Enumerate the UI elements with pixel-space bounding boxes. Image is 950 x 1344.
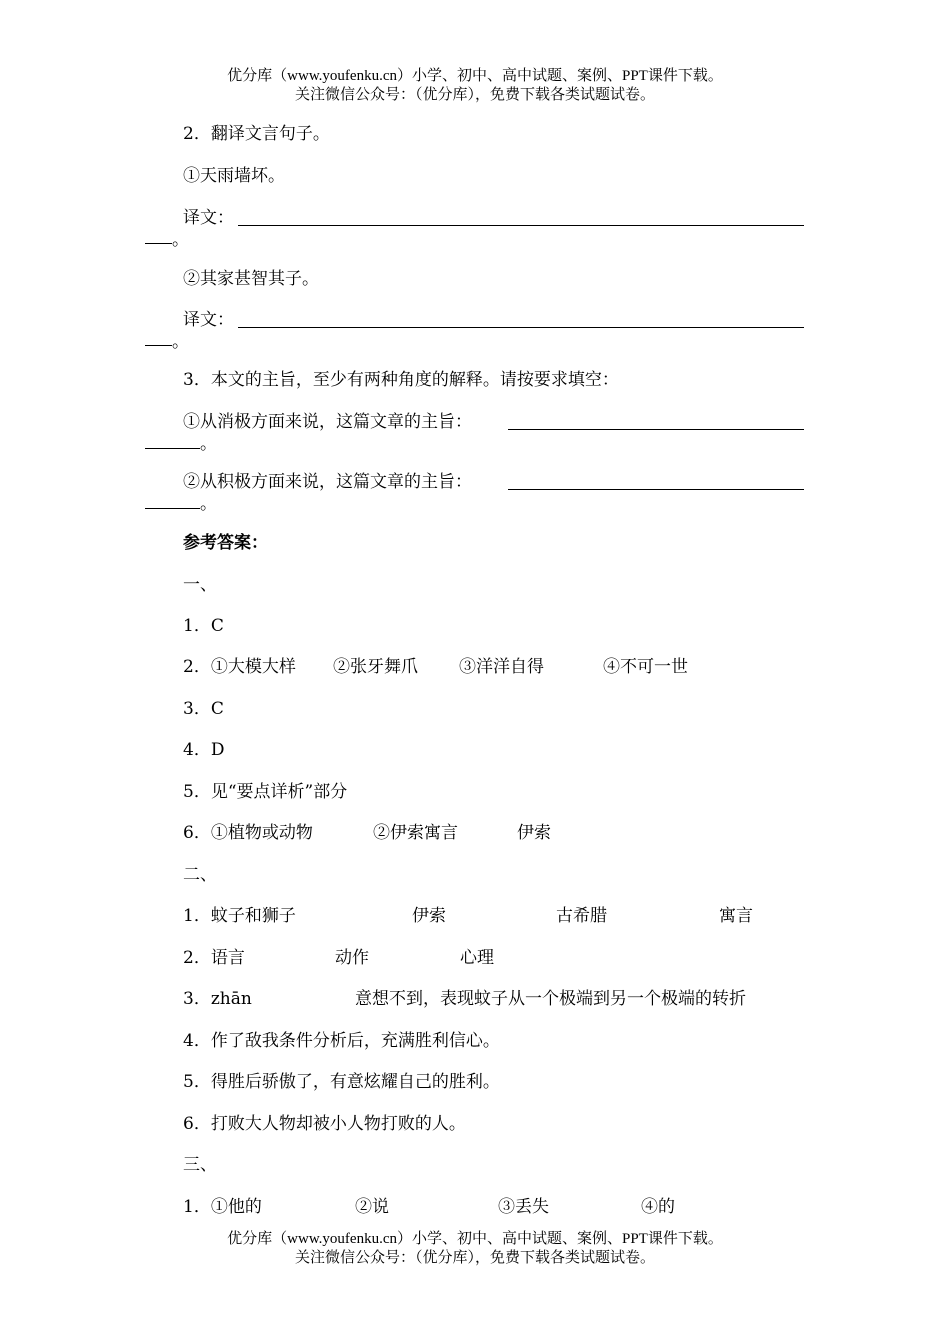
- q2-sentence-2: ②其家甚智其子。: [183, 269, 319, 289]
- answer-2-1-item: 古希腊: [556, 906, 607, 926]
- q2-end-mark-2: 。: [172, 332, 189, 352]
- section-3-heading: 三、: [183, 1155, 217, 1175]
- answer-1-2-item: 2．①大模大样: [183, 657, 296, 677]
- answer-2-4: 4．作了敌我条件分析后，充满胜利信心。: [183, 1031, 500, 1051]
- answer-2-1-item: 伊索: [412, 906, 446, 926]
- answer-2-3-item: 意想不到，表现蚊子从一个极端到另一个极端的转折: [355, 989, 746, 1009]
- answer-2-2-item: 2．语言: [183, 948, 245, 968]
- answer-2-1: [183, 906, 803, 928]
- header-line-2: 关注微信公众号：（优分库），免费下载各类试题试卷。: [294, 87, 655, 103]
- answer-1-3: 3．C: [183, 699, 224, 719]
- answer-1-5: 5．见“要点详析”部分: [183, 782, 348, 802]
- q3-part-a: ①从消极方面来说，这篇文章的主旨：: [183, 412, 472, 432]
- q3-title: 3．本文的主旨，至少有两种角度的解释。请按要求填空：: [183, 370, 619, 390]
- q3-end-mark-a: 。: [200, 434, 217, 454]
- q2-answer-blank-2-cont[interactable]: [145, 345, 172, 346]
- q2-title: 2．翻译文言句子。: [183, 124, 330, 144]
- answer-3-1: [183, 1197, 803, 1219]
- answer-2-1-item: 寓言: [719, 906, 753, 926]
- q2-end-mark-1: 。: [172, 230, 189, 250]
- footer-line-2: 关注微信公众号：（优分库），免费下载各类试题试卷。: [294, 1250, 655, 1266]
- answer-1-1: 1．C: [183, 616, 224, 636]
- q2-sentence-1: ①天雨墙坏。: [183, 166, 285, 186]
- answer-2-3-item: 3．zhān: [183, 989, 252, 1009]
- q3-answer-blank-b[interactable]: [508, 489, 804, 490]
- answer-2-2-item: 动作: [335, 948, 369, 968]
- answer-2-5: 5．得胜后骄傲了，有意炫耀自己的胜利。: [183, 1072, 500, 1092]
- answer-1-4: 4．D: [183, 740, 225, 760]
- q2-translation-label-2: 译文：: [183, 310, 234, 330]
- answer-1-6-item: 伊索: [517, 823, 551, 843]
- q2-answer-blank-2[interactable]: [238, 327, 804, 328]
- q3-part-b: ②从积极方面来说，这篇文章的主旨：: [183, 472, 472, 492]
- header-line-1: 优分库（www.youfenku.cn）小学、初中、高中试题、案例、PPT课件下载。: [227, 68, 723, 84]
- q2-answer-blank-1-cont[interactable]: [145, 243, 172, 244]
- section-2-heading: 二、: [183, 865, 217, 885]
- answer-1-2: [183, 657, 803, 679]
- q3-end-mark-b: 。: [200, 494, 217, 514]
- answer-3-1-item: ④的: [641, 1197, 675, 1217]
- answer-2-3: [183, 989, 803, 1011]
- q2-answer-blank-1[interactable]: [238, 225, 804, 226]
- answer-2-2-item: 心理: [460, 948, 494, 968]
- answer-2-1-item: 1．蚊子和狮子: [183, 906, 296, 926]
- q3-answer-blank-a-cont[interactable]: [145, 448, 200, 449]
- answer-1-6: [183, 823, 803, 845]
- answer-1-6-item: 6．①植物或动物: [183, 823, 313, 843]
- footer-line-1: 优分库（www.youfenku.cn）小学、初中、高中试题、案例、PPT课件下载。: [227, 1231, 723, 1247]
- answer-1-2-item: ②张牙舞爪: [333, 657, 418, 677]
- answer-3-1-item: ②说: [355, 1197, 389, 1217]
- answer-3-1-item: 1．①他的: [183, 1197, 262, 1217]
- answer-2-6: 6．打败大人物却被小人物打败的人。: [183, 1114, 466, 1134]
- answers-title: 参考答案：: [183, 533, 268, 553]
- answer-1-2-item: ③洋洋自得: [459, 657, 544, 677]
- section-1-heading: 一、: [183, 575, 217, 595]
- answer-2-2: [183, 948, 803, 970]
- q3-answer-blank-a[interactable]: [508, 429, 804, 430]
- answer-1-6-item: ②伊索寓言: [373, 823, 458, 843]
- q3-answer-blank-b-cont[interactable]: [145, 508, 200, 509]
- q2-translation-label-1: 译文：: [183, 208, 234, 228]
- answer-1-2-item: ④不可一世: [603, 657, 688, 677]
- answer-3-1-item: ③丢失: [498, 1197, 549, 1217]
